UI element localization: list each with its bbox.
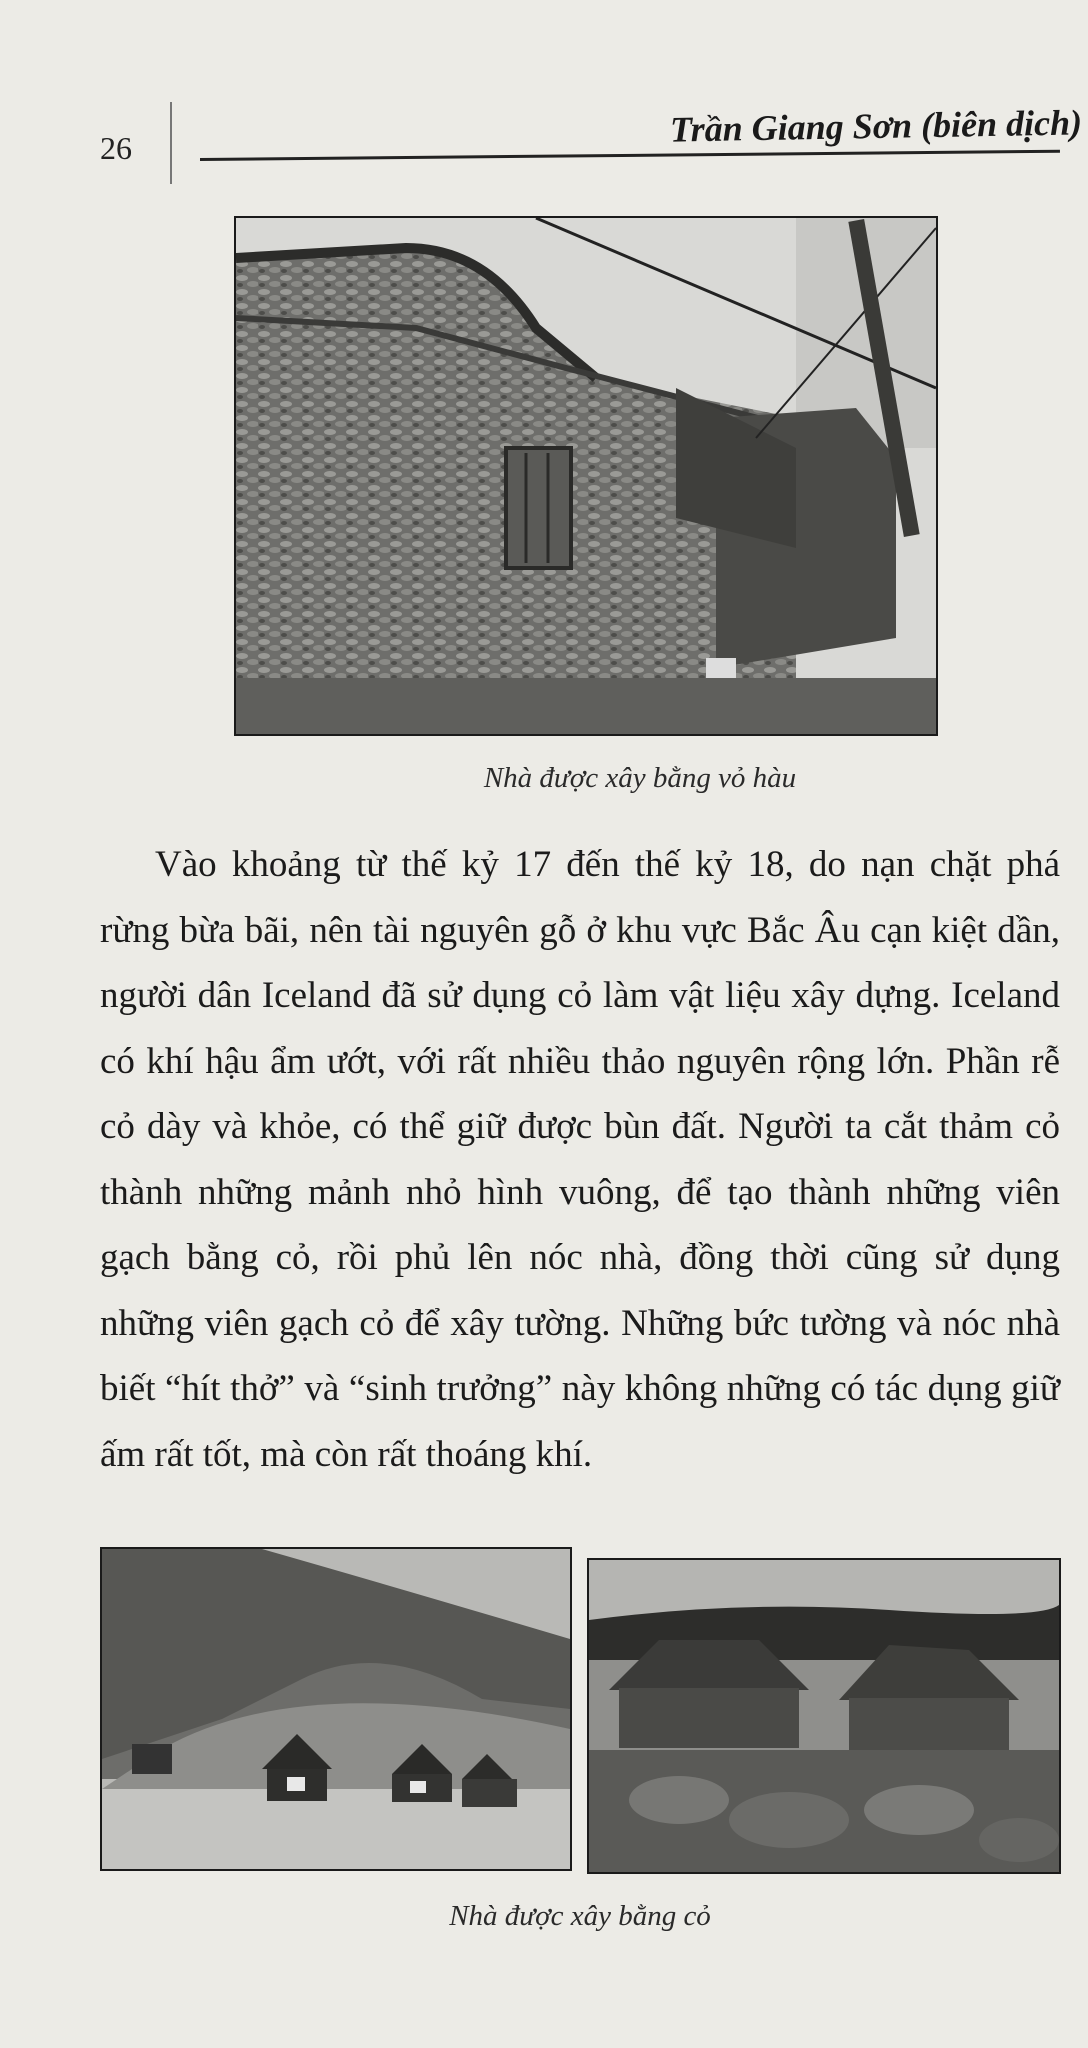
photo-oyster-shell-house: [234, 216, 938, 736]
photo-turf-house-coast: [587, 1558, 1061, 1874]
running-header: Trần Giang Sơn (biên dịch): [669, 102, 1083, 150]
figure-caption: Nhà được xây bằng vỏ hàu: [483, 762, 797, 794]
figure-caption: Nhà được xây bằng cỏ: [449, 1900, 711, 1932]
header-divider: [170, 102, 172, 184]
page-number: 26: [100, 130, 132, 166]
body-paragraph: Vào khoảng từ thế kỷ 17 đến thế kỷ 18, do nạn chặt phá rừng bừa bãi, nên tài nguyên gỗ ở khu vực Bắc Âu cạn kiệt dần, người dân Iceland đã sử dụng cỏ làm vật liệu xây dựng. Iceland có khí hậu ẩm ướt, với rất nhiều thảo nguyên rộng lớn. Phần rễ cỏ dày và khỏe, có thể giữ được bùn đất. Người ta cắt thảm cỏ thành những mảnh nhỏ hình vuông, để tạo thành những viên gạch bằng cỏ, rồi phủ lên nóc nhà, đồng thời cũng sử dụng những viên gạch cỏ để xây tường. Những bức tường và nóc nhà biết “hít thở” và “sinh trưởng” này không những có tác dụng giữ ấm rất tốt, mà còn rất thoáng khí.: [100, 844, 1060, 1475]
photo-turf-house-village: [100, 1547, 572, 1871]
header-rule: [200, 150, 1060, 161]
